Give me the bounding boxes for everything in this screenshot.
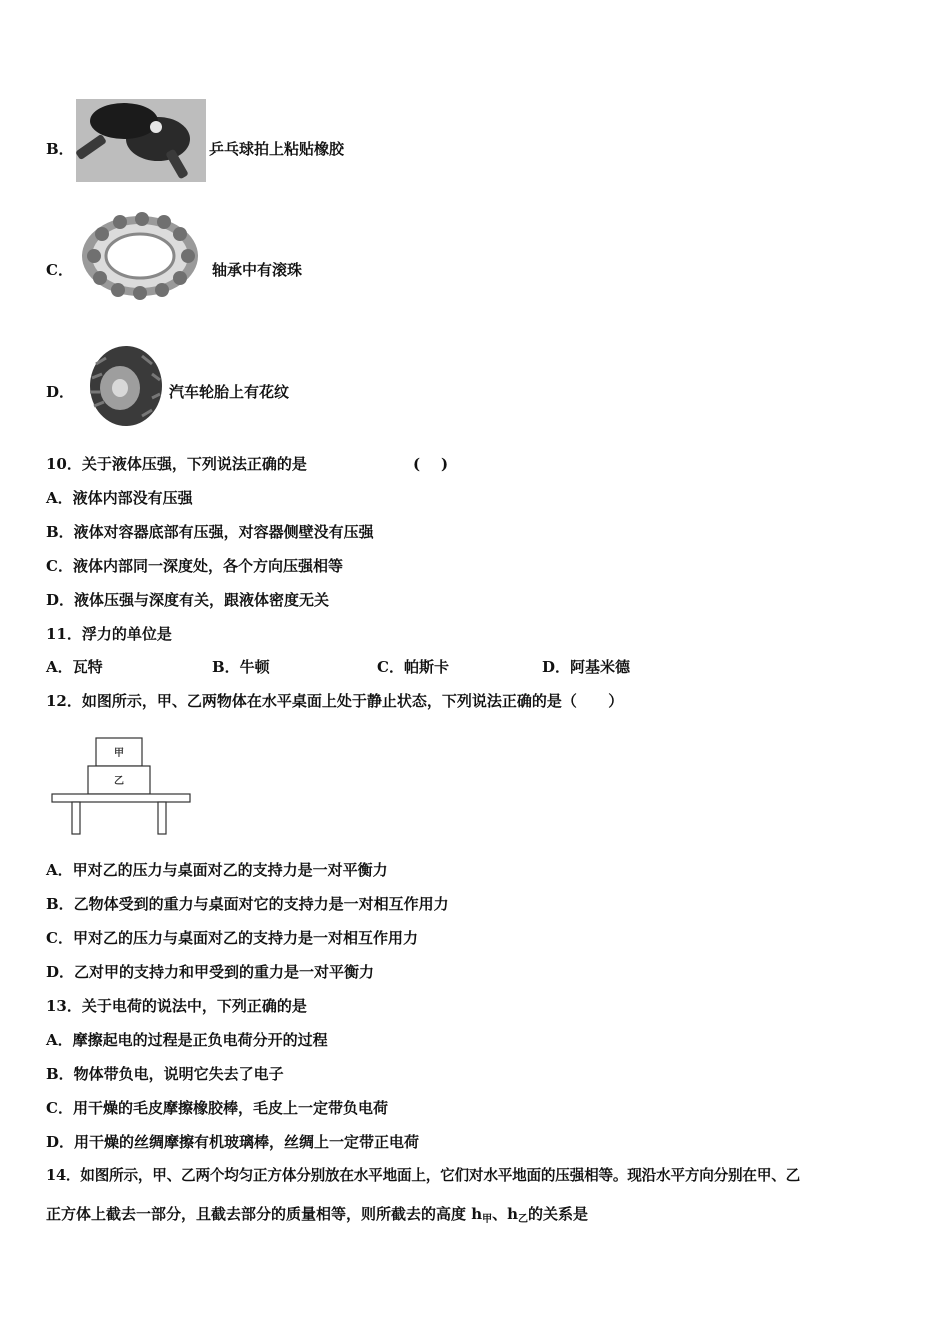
q10-option-c: C．液体内部同一深度处，各个方向压强相等 (46, 557, 343, 575)
option-text-d: 汽车轮胎上有花纹 (169, 383, 290, 401)
block-yi-label: 乙 (114, 776, 124, 787)
q13-option-c: C．用干燥的毛皮摩擦橡胶棒，毛皮上一定带负电荷 (46, 1099, 388, 1117)
q14-separator: 、h (492, 1205, 519, 1223)
q11-option-a: A．瓦特 (46, 658, 103, 676)
q14-sub-yi: 乙 (518, 1214, 529, 1225)
option-letter-c: C． (46, 261, 73, 279)
q13-option-b: B．物体带负电，说明它失去了电子 (46, 1065, 284, 1083)
block-jia-label: 甲 (114, 748, 124, 759)
q12-option-a: A．甲对乙的压力与桌面对乙的支持力是一对平衡力 (46, 861, 388, 879)
q10-option-a: A．液体内部没有压强 (46, 489, 193, 507)
q13-option-a: A．摩擦起电的过程是正负电荷分开的过程 (46, 1031, 328, 1049)
option-letter-d: D． (46, 383, 75, 401)
q14-sub-jia: 甲 (482, 1214, 493, 1225)
q13-option-d: D．用干燥的丝绸摩擦有机玻璃棒，丝绸上一定带正电荷 (46, 1133, 420, 1151)
q14-stem-line2 (46, 1204, 588, 1230)
q10-option-d: D．液体压强与深度有关，跟液体密度无关 (46, 591, 330, 609)
q11-option-b: B．牛顿 (212, 658, 270, 676)
q12-option-d: D．乙对甲的支持力和甲受到的重力是一对平衡力 (46, 963, 375, 981)
q14-stem-line1: 14．如图所示，甲、乙两个均匀正方体分别放在水平地面上，它们对水平地面的压强相等。现沿水平方向分别在甲、乙 (46, 1167, 800, 1184)
q10-answer-bracket: ( ) (413, 455, 449, 473)
table-leg-left (72, 802, 80, 834)
q11-option-d: D．阿基米德 (542, 658, 631, 676)
q10-stem: 10．关于液体压强，下列说法正确的是 (46, 455, 307, 473)
ball-bearing-icon (76, 212, 202, 300)
tire-icon (82, 344, 164, 428)
q12-option-c: C．甲对乙的压力与桌面对乙的支持力是一对相互作用力 (46, 929, 418, 947)
q11-stem: 11．浮力的单位是 (46, 625, 172, 643)
q14-line2-post: 的关系是 (528, 1205, 589, 1223)
q12-stem: 12．如图所示，甲、乙两物体在水平桌面上处于静止状态，下列说法正确的是（ ） (46, 692, 624, 710)
table-leg-right (158, 802, 166, 834)
table-top (52, 794, 190, 802)
option-text-c: 轴承中有滚珠 (212, 261, 303, 279)
q11-option-c: C．帕斯卡 (377, 658, 449, 676)
q14-line2-pre: 正方体上截去一部分，且截去部分的质量相等，则所截去的高度 h (46, 1205, 483, 1223)
option-text-b: 乒乓球拍上粘贴橡胶 (209, 140, 345, 158)
q12-option-b: B．乙物体受到的重力与桌面对它的支持力是一对相互作用力 (46, 895, 449, 913)
q12-table-figure (50, 736, 192, 836)
ping-pong-paddle-icon (76, 99, 206, 182)
option-letter-b: B． (46, 140, 74, 158)
q10-option-b: B．液体对容器底部有压强，对容器侧壁没有压强 (46, 523, 374, 541)
q13-stem: 13．关于电荷的说法中，下列正确的是 (46, 997, 307, 1015)
